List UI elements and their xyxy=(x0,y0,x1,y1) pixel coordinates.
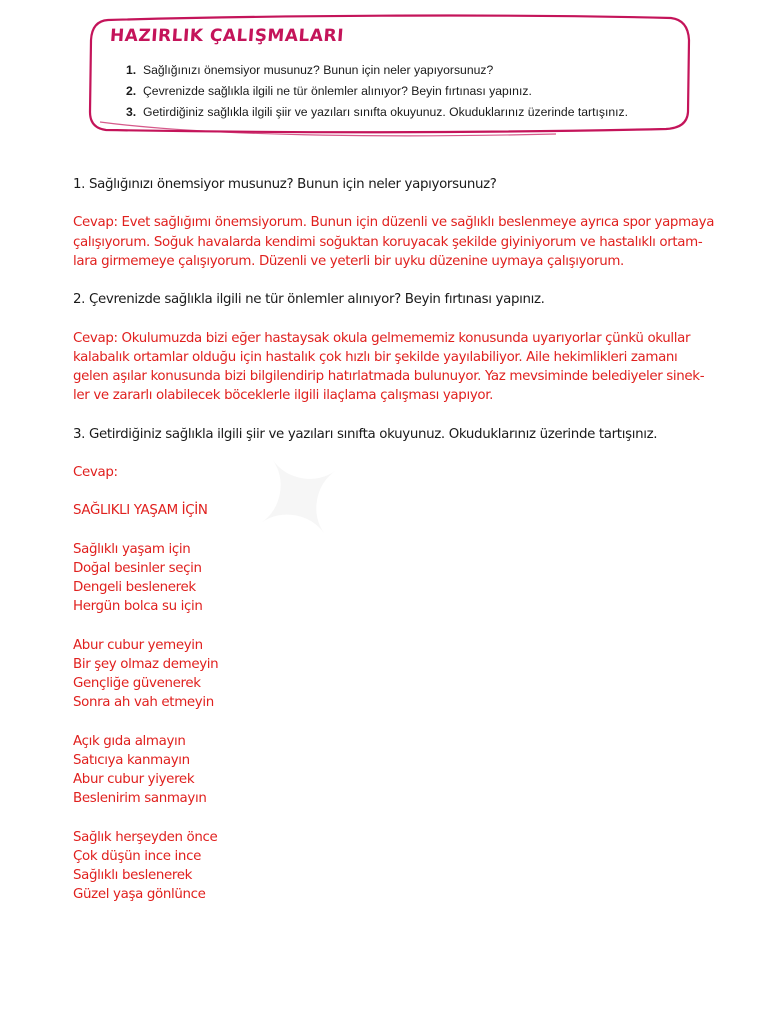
answer-2-line: Cevap: Okulumuzda bizi eğer hastaysak okula gelmememiz konusunda uyarıyorlar çünkü okullar xyxy=(73,330,691,346)
answer-2-line: kalabalık ortamlar olduğu için hastalık çok hızlı bir şekilde yayılabiliyor. Aile hekimlikleri zamanı xyxy=(73,349,678,365)
question-3: 3. Getirdiğiniz sağlıkla ilgili şiir ve yazıları sınıfta okuyunuz. Okuduklarınız üzerinde tartışınız. xyxy=(73,426,658,442)
poem-line: Çok düşün ince ince xyxy=(73,848,201,864)
question-1: 1. Sağlığınızı önemsiyor musunuz? Bunun için neler yapıyorsunuz? xyxy=(73,177,497,192)
answer-1-line: lara girmemeye çalışıyorum. Düzenli ve yeterli bir uyku düzenine uymaya çalışıyorum. xyxy=(73,253,624,269)
poem-title: SAĞLIKLI YAŞAM İÇİN xyxy=(73,503,208,519)
poem-line: Abur cubur yemeyin xyxy=(73,637,203,653)
panel-title: HAZIRLIK ÇALIŞMALARI xyxy=(109,26,345,46)
poem-line: Dengeli beslenerek xyxy=(73,580,196,596)
poem-line: Bir şey olmaz demeyin xyxy=(73,656,219,672)
poem-line: Satıcıya kanmayın xyxy=(73,752,190,768)
poem-line: Doğal besinler seçin xyxy=(73,560,202,576)
poem-line: Sağlık herşeyden önce xyxy=(73,829,218,845)
answer-2-line: gelen aşılar konusunda bizi bilgilendirip hatırlatmada bulunuyor. Yaz mevsiminde belediyeler sinek- xyxy=(73,368,705,384)
poem-line: Abur cubur yiyerek xyxy=(73,772,195,788)
list-item: 1. Sağlığınızı önemsiyor musunuz? Bunun için neler yapıyorsunuz? xyxy=(126,63,494,77)
poem-line: Gençliğe güvenerek xyxy=(73,676,201,692)
answers-content xyxy=(73,175,743,905)
poem-line: Sağlıklı beslenerek xyxy=(73,868,193,884)
list-item: 2. Çevrenizde sağlıkla ilgili ne tür önlemler alınıyor? Beyin fırtınası yapınız. xyxy=(126,84,532,98)
poem-line: Sağlıklı yaşam için xyxy=(73,541,191,557)
poem-line: Beslenirim sanmayın xyxy=(73,791,207,807)
question-2: 2. Çevrenizde sağlıkla ilgili ne tür önlemler alınıyor? Beyin fırtınası yapınız. xyxy=(73,292,545,308)
answer-3-label: Cevap: xyxy=(73,464,118,480)
answer-1-line: çalışıyorum. Soğuk havalarda kendimi soğuktan koruyacak şekilde giyiniyorum ve hastalıklı ortam- xyxy=(73,234,703,250)
poem-line: Açık gıda almayın xyxy=(73,733,186,749)
answer-2-line: ler ve zararlı olabilecek böceklerle ilgili ilaçlama çalışması yapıyor. xyxy=(73,388,494,404)
poem-line: Hergün bolca su için xyxy=(73,599,203,615)
poem-line: Sonra ah vah etmeyin xyxy=(73,695,214,711)
poem-line: Güzel yaşa gönlünce xyxy=(73,887,206,903)
answer-1-line: Cevap: Evet sağlığımı önemsiyorum. Bunun için düzenli ve sağlıklı beslenmeye ayrıca spor yapmaya xyxy=(73,215,715,231)
preparation-panel xyxy=(86,12,686,130)
panel-list xyxy=(126,60,628,123)
list-item: 3. Getirdiğiniz sağlıkla ilgili şiir ve yazıları sınıfta okuyunuz. Okuduklarınız üzerinde tartışınız. xyxy=(126,105,628,119)
